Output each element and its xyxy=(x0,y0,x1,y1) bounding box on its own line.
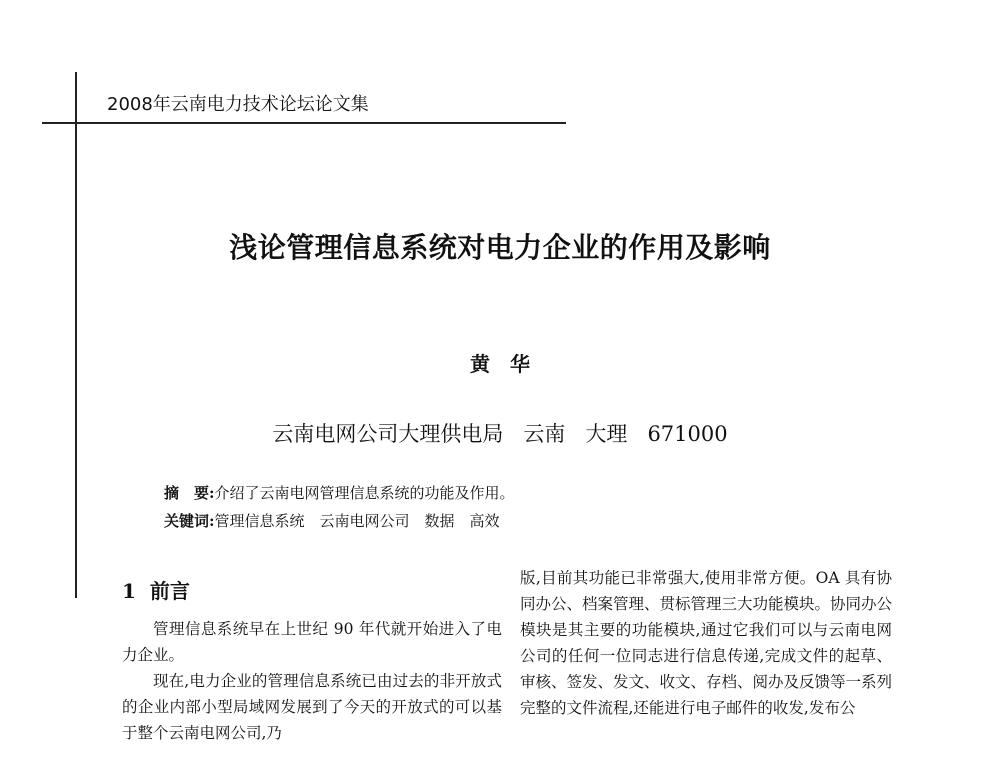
header-rule xyxy=(42,122,566,124)
author-affiliation: 云南电网公司大理供电局 云南 大理 671000 xyxy=(272,422,728,446)
keywords-label: 关键词: xyxy=(164,512,215,530)
abstract xyxy=(164,482,515,503)
body-column-left xyxy=(122,565,502,746)
right-column-paragraph: 版,目前其功能已非常强大,使用非常方便。OA 具有协同办公、档案管理、贯标管理三大功能模块。协同办公模块是其主要的功能模块,通过它我们可以与云南电网公司的任何一位同志进行信息传递,完成文件的起草、审核、签发、发文、收文、存档、阅办及反馈等一系列完整的文件流程,还能进行电子邮件的收发,发布公 xyxy=(520,569,893,717)
body-column-right xyxy=(520,565,892,721)
author-name: 黄华 xyxy=(470,352,550,376)
keywords xyxy=(164,510,500,531)
section-heading: 1 前言 xyxy=(122,579,190,603)
running-head: 2008年云南电力技术论坛论文集 xyxy=(107,94,369,115)
margin-rule-vertical xyxy=(75,72,77,598)
abstract-text: 介绍了云南电网管理信息系统的功能及作用。 xyxy=(214,484,515,502)
abstract-label: 摘 要: xyxy=(164,484,215,502)
keywords-text: 管理信息系统 云南电网公司 数据 高效 xyxy=(214,512,500,530)
paper-title: 浅论管理信息系统对电力企业的作用及影响 xyxy=(229,231,771,264)
section-paragraph-1: 管理信息系统早在上世纪 90 年代就开始进入了电力企业。 xyxy=(122,620,502,664)
section-paragraph-2: 现在,电力企业的管理信息系统已由过去的非开放式的企业内部小型局域网发展到了今天的开放式的可以基于整个云南电网公司,乃 xyxy=(122,672,502,742)
